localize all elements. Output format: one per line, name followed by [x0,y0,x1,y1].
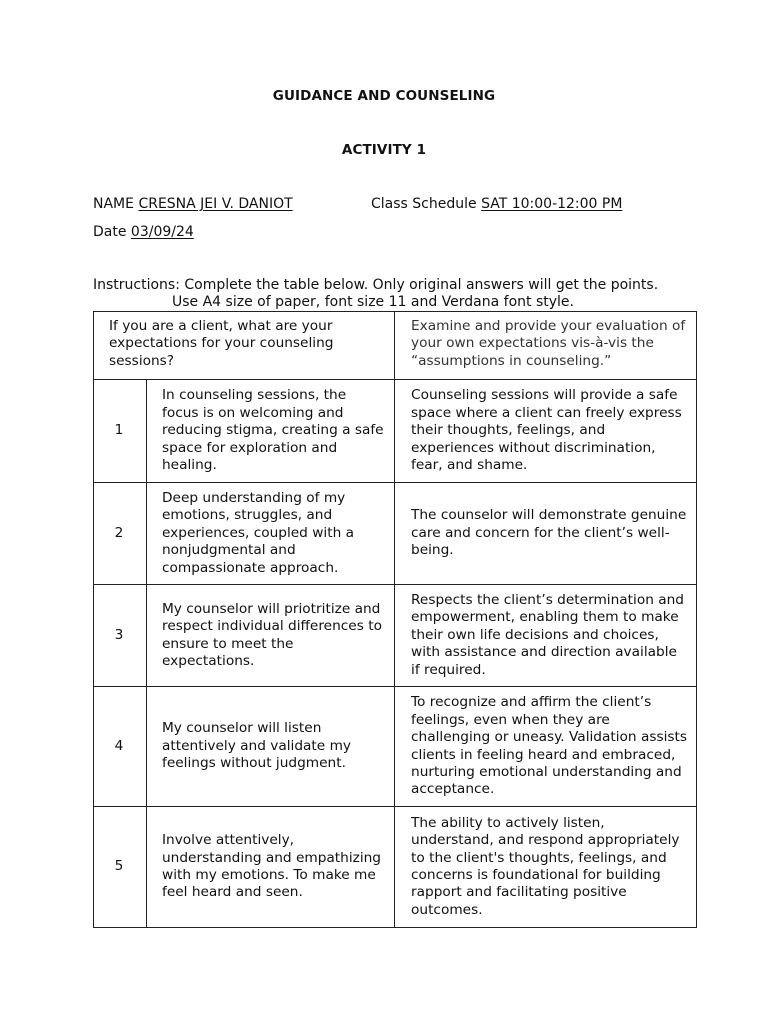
row-number: 1 [94,380,147,483]
name-label: NAME [93,196,134,212]
expectation-cell: In counseling sessions, the focus is on welcoming and reducing stigma, creating a safe space for exploration and healing. [147,380,395,483]
document-title: GUIDANCE AND COUNSELING [272,88,496,104]
expectation-cell: My counselor will listen attentively and validate my feelings without judgment. [147,687,395,807]
row-number: 5 [94,807,147,928]
class-schedule-value: SAT 10:00-12:00 PM [481,196,623,212]
instructions-line-2: Use A4 size of paper, font size 11 and Verdana font style. [172,294,574,310]
evaluation-cell: The counselor will demonstrate genuine care and concern for the client’s well-being. [395,483,697,585]
activity-title: ACTIVITY 1 [341,142,427,158]
expectation-cell: My counselor will priotritize and respect individual differences to ensure to meet the expectations. [147,585,395,687]
name-field [93,196,293,212]
evaluation-cell: To recognize and affirm the client’s feelings, even when they are challenging or uneasy. Validation assists clients in feeling heard and embraced, nurturing emotional understanding and acceptance. [395,687,697,807]
table-row [94,807,697,928]
class-schedule-label: Class Schedule [371,196,477,212]
date-field [93,224,194,240]
expectation-cell: Involve attentively, understanding and empathizing with my emotions. To make me feel heard and seen. [147,807,395,928]
evaluation-cell: The ability to actively listen, understand, and respond appropriately to the client's thoughts, feelings, and concerns is foundational for building rapport and facilitating positive outcomes. [395,807,697,928]
table-row [94,585,697,687]
instructions-line-1: Instructions: Complete the table below. Only original answers will get the points. [93,277,659,293]
date-value: 03/09/24 [130,224,194,240]
expectations-table [93,311,697,928]
expectation-cell: Deep understanding of my emotions, struggles, and experiences, coupled with a nonjudgmental and compassionate approach. [147,483,395,585]
table-row [94,483,697,585]
name-value: CRESNA JEI V. DANIOT [138,196,293,212]
row-number: 4 [94,687,147,807]
table-header-row [94,312,697,380]
table-row [94,687,697,807]
class-schedule-field [371,196,622,212]
header-evaluation: Examine and provide your evaluation of your own expectations vis-à-vis the “assumptions in counseling.” [395,312,697,380]
table-row [94,380,697,483]
row-number: 3 [94,585,147,687]
evaluation-cell: Counseling sessions will provide a safe space where a client can freely express their thoughts, feelings, and experiences without discrimination, fear, and shame. [395,380,697,483]
header-expectations: If you are a client, what are your expectations for your counseling sessions? [94,312,395,380]
evaluation-cell: Respects the client’s determination and empowerment, enabling them to make their own life decisions and choices, with assistance and direction available if required. [395,585,697,687]
row-number: 2 [94,483,147,585]
date-label: Date [93,224,127,240]
